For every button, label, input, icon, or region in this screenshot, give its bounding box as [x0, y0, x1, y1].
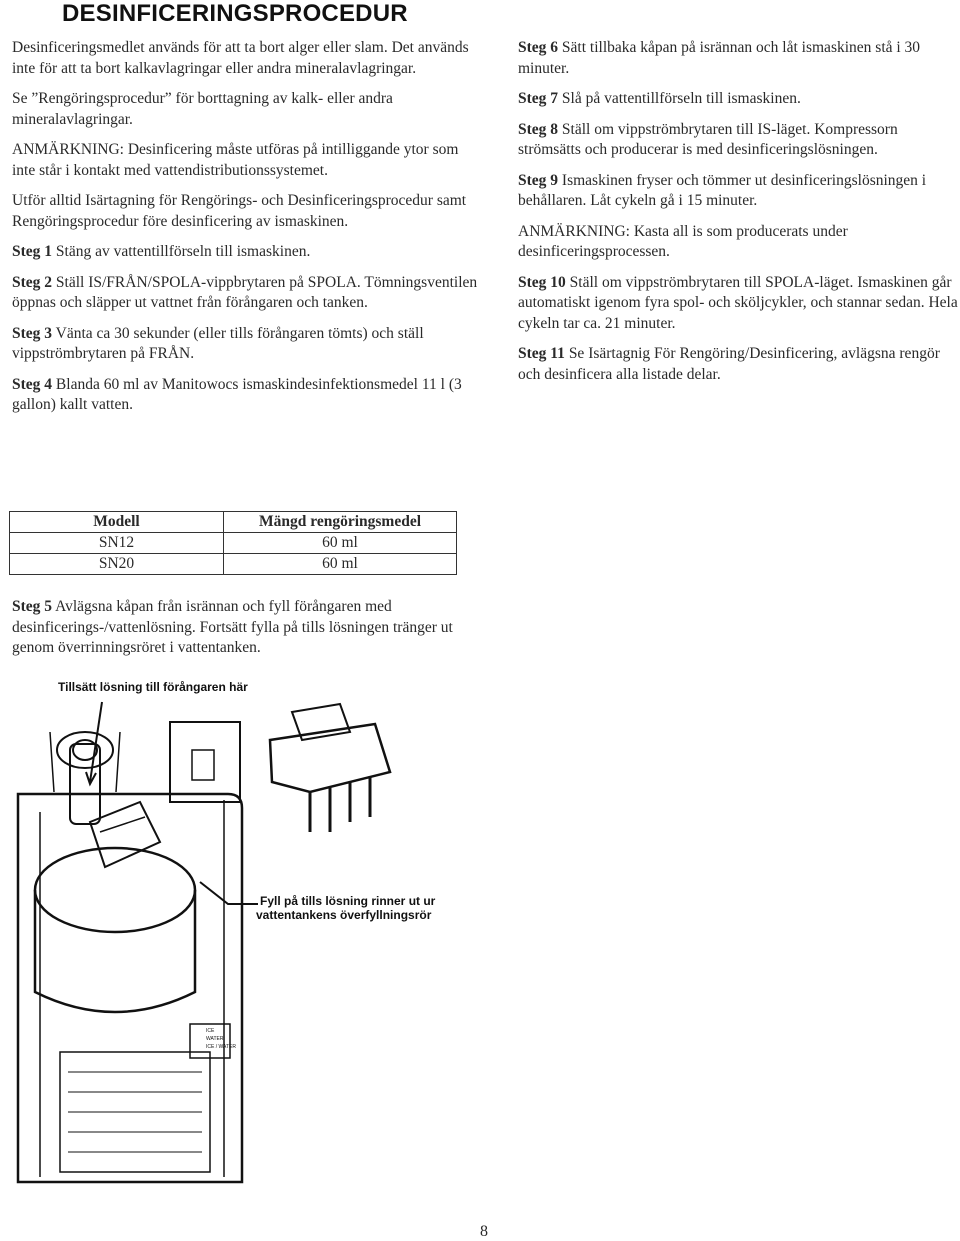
table-header-model: Modell [10, 512, 224, 533]
step-label: Steg 11 [518, 345, 565, 362]
intro-paragraph: Desinficeringsmedlet används för att ta bort alger eller slam. Det används inte för att ta bort kalkavlagringar eller andra mineralavlagringar. [12, 39, 469, 77]
left-column [12, 38, 482, 426]
step-8 [518, 120, 958, 161]
cleaning-agent-table [9, 511, 457, 575]
bin-outline [35, 848, 195, 932]
step-label: Steg 2 [12, 273, 53, 291]
cabinet-outline [18, 794, 242, 1182]
step-label: Steg 5 [12, 598, 53, 615]
step-11 [518, 344, 958, 385]
step-7 [518, 89, 958, 110]
step-4 [12, 375, 482, 416]
table-row [10, 554, 457, 575]
table-header-row [10, 512, 457, 533]
step-text: Sätt tillbaka kåpan på isrännan och låt ismaskinen stå i 30 minuter. [518, 39, 921, 77]
table-cell-amount: 60 ml [224, 554, 457, 575]
step-text: Ställ om vippströmbrytaren till IS-läget. Kompressorn strömsätts och producerar is med desinficeringslösningen. [518, 120, 898, 158]
table-header-amount: Mängd rengöringsmedel [224, 512, 457, 533]
step-text: Slå på vattentillförseln till ismaskinen. [558, 90, 801, 107]
step-text: Ställ IS/FRÅN/SPOLA-vippbrytaren på SPOLA. Tömningsventilen öppnas och släpper ut vattnet från förångaren och tanken. [12, 273, 478, 311]
panel-label-ice: ICE [206, 1028, 215, 1034]
right-column [518, 38, 958, 395]
step-3 [12, 324, 482, 365]
step-6 [518, 38, 958, 79]
step-9 [518, 171, 958, 212]
step-label: Steg 10 [518, 273, 566, 291]
page-title: DESINFICERINGSPROCEDUR [62, 0, 408, 27]
table-row [10, 533, 457, 554]
step-text: Ismaskinen fryser och tömmer ut desinficeringslösningen i behållaren. Låt cykeln gå i 15 minuter. [518, 171, 927, 209]
step-5 [12, 597, 462, 659]
step-label: Steg 3 [12, 324, 53, 342]
water-tank [270, 724, 390, 792]
ice-machine-drawing [10, 672, 480, 1192]
arrow-to-overflow [200, 882, 258, 904]
step-label: Steg 9 [518, 171, 559, 189]
instruction-paragraph: Utför alltid Isärtagning för Rengörings- och Desinficeringsprocedur samt Rengöringsprocedur före desinficering av ismaskinen. [12, 192, 467, 230]
table-cell-model: SN12 [10, 533, 224, 554]
figure-label-overflow-1: Fyll på tills lösning rinner ut ur [260, 894, 436, 908]
table-cell-amount: 60 ml [224, 533, 457, 554]
step-text: Vänta ca 30 sekunder (eller tills förångaren tömts) och ställ vippströmbrytaren på FRÅN. [12, 324, 424, 362]
figure-label-evaporator: Tillsätt lösning till förångaren här [58, 680, 248, 694]
step-10 [518, 273, 958, 335]
reference-paragraph: Se ”Rengöringsprocedur” för borttagning av kalk- eller andra mineralavlagringar. [12, 90, 393, 128]
note-paragraph: ANMÄRKNING: Desinficering måste utföras på intilliggande ytor som inte står i kontakt med vattendistributionssystemet. [12, 141, 459, 179]
step-1 [12, 242, 482, 263]
step-label: Steg 6 [518, 39, 559, 56]
panel-label-water: WATER [206, 1036, 224, 1042]
step-label: Steg 8 [518, 120, 559, 138]
step-text: Ställ om vippströmbrytaren till SPOLA-läget. Ismaskinen går automatiskt igenom fyra spol- och sköljcykler, och stannar sedan. Hela cykeln tar ca. 21 minuter. [518, 273, 958, 332]
step-text: Se Isärtagnig För Rengöring/Desinficering, avlägsna rengör och desinficera alla listade delar. [518, 345, 940, 383]
table-cell-model: SN20 [10, 554, 224, 575]
step-label: Steg 7 [518, 90, 559, 107]
note-discard-ice [518, 222, 958, 263]
note-text: ANMÄRKNING: Kasta all is som producerats under desinficeringsprocessen. [518, 222, 848, 260]
step-text: Blanda 60 ml av Manitowocs ismaskindesinfektionsmedel 11 l (3 gallon) kallt vatten. [12, 375, 462, 413]
page-number: 8 [480, 1223, 488, 1240]
figure-label-overflow-2: vattentankens överfyllningsrör [256, 908, 432, 922]
panel-label-ice-water: ICE / WATER [206, 1044, 236, 1050]
step-2 [12, 273, 482, 314]
step-label: Steg 1 [12, 243, 53, 260]
step-text: Stäng av vattentillförseln till ismaskinen. [52, 243, 311, 260]
step-label: Steg 4 [12, 375, 53, 393]
step-text: Avlägsna kåpan från isrännan och fyll förångaren med desinficerings-/vattenlösning. Fortsätt fylla på tills lösningen tränger ut genom överrinningsröret i vattentanken. [12, 598, 453, 656]
ice-machine-figure [10, 672, 480, 1192]
